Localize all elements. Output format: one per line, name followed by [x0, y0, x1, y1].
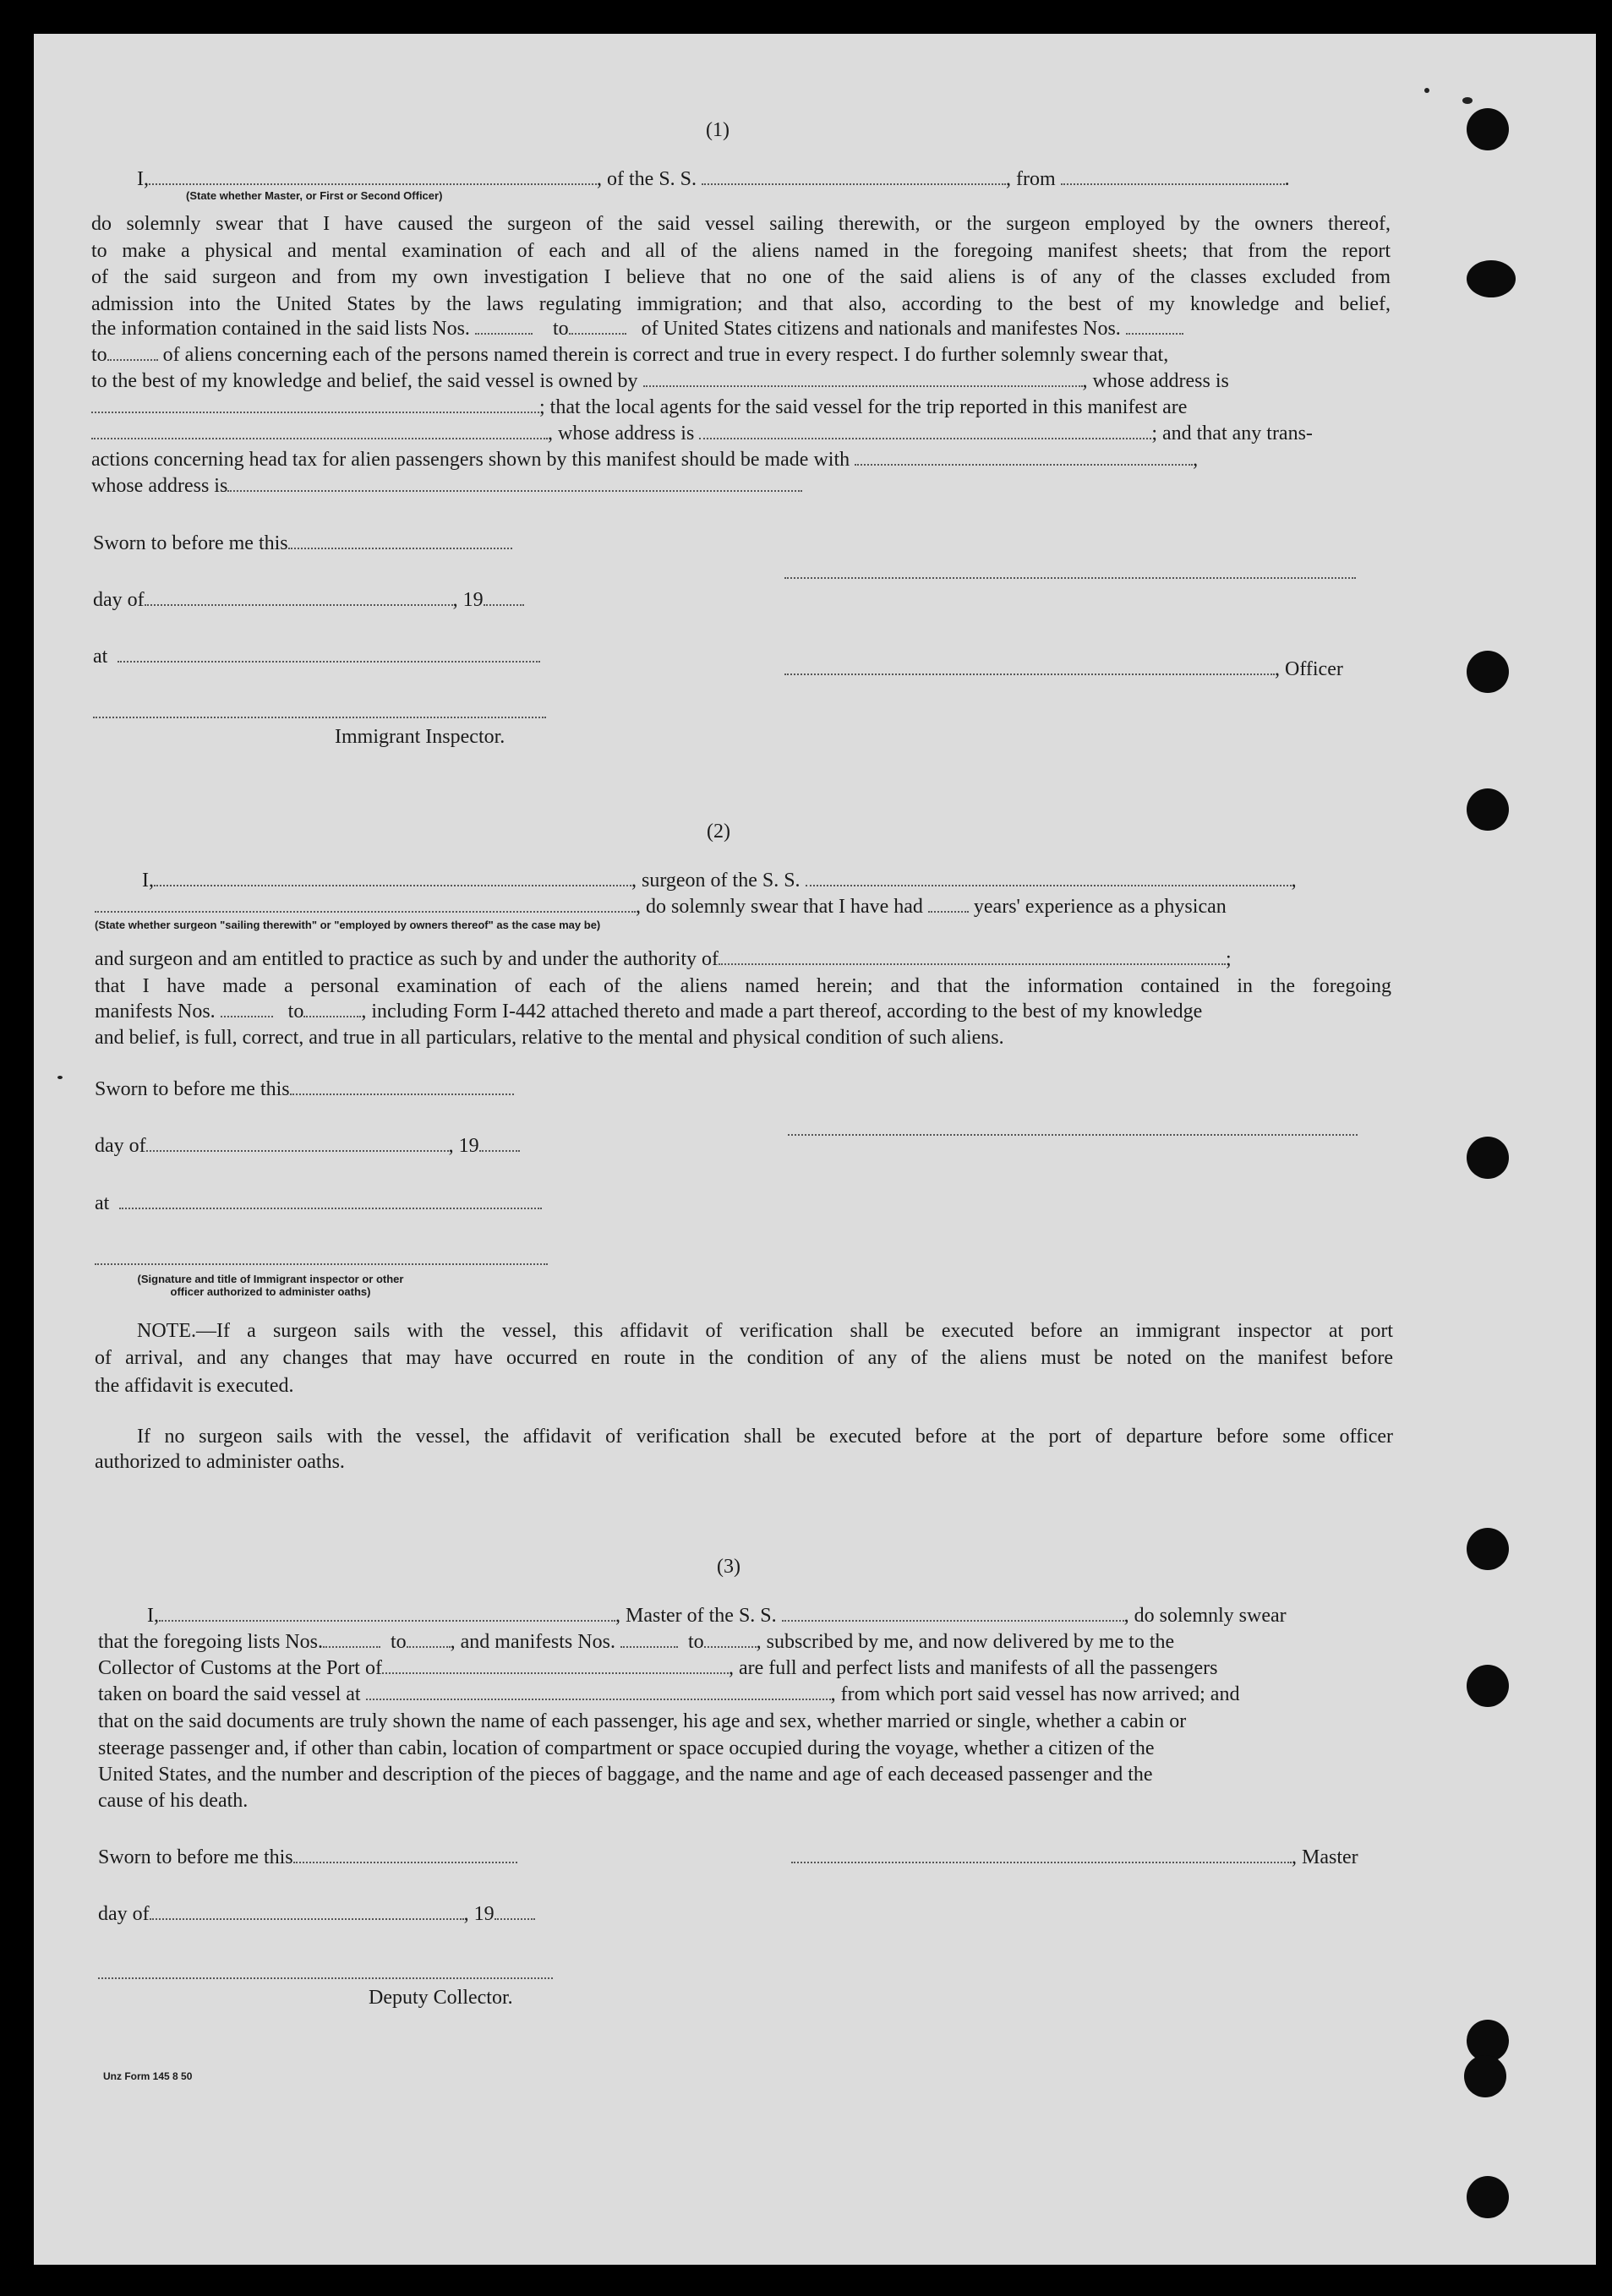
- s1-day-field[interactable]: [145, 589, 453, 606]
- note-line: NOTE.—If a surgeon sails with the vessel, this affidavit of verification shall be executed before an immigrant inspector at port: [137, 1320, 1393, 1342]
- s1-master-line: [137, 167, 1290, 192]
- s3-lists-label: that the foregoing lists Nos.: [98, 1631, 323, 1653]
- s1-owner-field[interactable]: [643, 370, 1083, 387]
- s2-surgeon-line: [142, 869, 1297, 893]
- s2-note-1: [95, 1318, 1393, 1372]
- s2-name-field[interactable]: [154, 870, 631, 886]
- s1-to-line: [91, 343, 1168, 368]
- s2-comma: ,: [1291, 870, 1297, 892]
- s1-officer-line: [784, 657, 1343, 682]
- s2-at: [95, 1192, 542, 1216]
- s1-agents-line: [91, 395, 1187, 420]
- s1-at-field[interactable]: [117, 646, 540, 663]
- s3-year-label: , 19: [463, 1903, 495, 1925]
- s1-last-address-line: [91, 474, 802, 499]
- s2-manifests-rest: , including Form I-442 attached thereto and made a part thereof, according to the best of my knowledge: [361, 1001, 1203, 1023]
- s2-surgeon-note: (State whether surgeon "sailing therewith" or "employed by owners thereof" as the case may be): [95, 919, 601, 931]
- s1-para: [91, 211, 1391, 318]
- s3-master-of: , Master of the S. S.: [615, 1605, 777, 1627]
- s3-to-label: to: [390, 1631, 407, 1653]
- section-1-number: (1): [706, 119, 729, 141]
- s1-officer-note: (State whether Master, or First or Second Officer): [186, 189, 443, 202]
- s1-nos-label: the information contained in the said lists Nos.: [91, 318, 470, 340]
- s2-at-field[interactable]: [119, 1192, 542, 1209]
- s3-port-field[interactable]: [382, 1657, 729, 1674]
- speck: [57, 1076, 63, 1079]
- s2-authority-line: [95, 947, 1232, 972]
- s3-sworn-label: Sworn to before me this: [98, 1846, 293, 1868]
- s3-manifests-to-field[interactable]: [704, 1631, 757, 1648]
- s2-note-2: [95, 1424, 1393, 1451]
- s1-to-label: to: [552, 318, 569, 340]
- s1-address-label: , whose address is: [1082, 370, 1229, 392]
- s1-year-label: , 19: [452, 589, 484, 611]
- s3-subscribed-label: , subscribed by me, and now delivered by me to the: [756, 1631, 1175, 1653]
- s2-examined: [95, 973, 1391, 1001]
- s1-sworn-date-field[interactable]: [288, 532, 512, 549]
- s1-headtax-label: actions concerning head tax for alien passengers shown by this manifest should be made with: [91, 449, 850, 471]
- s2-signature-note: [127, 1273, 414, 1298]
- s3-sworn-date-field[interactable]: [293, 1846, 517, 1863]
- form-page: [34, 34, 1596, 2265]
- s1-officer-field[interactable]: [784, 658, 1275, 675]
- s2-day-of: [95, 1134, 520, 1159]
- s3-deputy: Deputy Collector.: [369, 1987, 513, 2009]
- s3-lists-to-field[interactable]: [407, 1631, 451, 1648]
- s1-to-rest: of aliens concerning each of the persons named therein is correct and true in every respect. I do further solemnly swear that,: [162, 344, 1169, 366]
- s2-at-label: at: [95, 1192, 110, 1214]
- s2-belief-line: and belief, is full, correct, and true in all particulars, relative to the mental and physical condition of such aliens.: [95, 1027, 1004, 1049]
- s1-of-ss: , of the S. S.: [597, 168, 697, 190]
- form-number: Unz Form 145 8 50: [103, 2070, 193, 2082]
- s2-years-label: years' experience as a physican: [973, 896, 1227, 918]
- s3-day-field[interactable]: [150, 1903, 464, 1920]
- s1-at-label: at: [93, 646, 108, 668]
- s2-day-of-label: day of: [95, 1135, 146, 1157]
- s1-trans-label: ; and that any trans-: [1151, 423, 1313, 444]
- s1-ship-field[interactable]: [702, 168, 1006, 185]
- s2-note-1-end: the affidavit is executed.: [95, 1375, 294, 1397]
- speck: [1462, 97, 1473, 104]
- punch-hole: [1467, 108, 1509, 150]
- s2-manifests-from-field[interactable]: [221, 1001, 273, 1017]
- s3-taken-line: [98, 1682, 1239, 1707]
- s2-authority-label: and surgeon and am entitled to practice as such by and under the authority of: [95, 948, 719, 970]
- s2-manifests-line: [95, 1000, 1202, 1024]
- s1-manifests-to-field[interactable]: [107, 344, 158, 361]
- s2-year-field[interactable]: [479, 1135, 520, 1152]
- s3-manifests-from-field[interactable]: [620, 1631, 678, 1648]
- s3-manifests-label: , and manifests Nos.: [450, 1631, 615, 1653]
- s1-sworn-label: Sworn to before me this: [93, 532, 288, 554]
- s2-swear-line: [95, 895, 1227, 919]
- s1-year-field[interactable]: [484, 589, 524, 606]
- s1-last-address-field[interactable]: [227, 475, 802, 492]
- s1-headtax-line: [91, 448, 1198, 472]
- s1-agents-field[interactable]: [91, 423, 548, 439]
- punch-hole: [1467, 2176, 1509, 2218]
- s3-to-label-2: to: [687, 1631, 704, 1653]
- s2-manifests-to-field[interactable]: [303, 1001, 361, 1017]
- s3-para-line: steerage passenger and, if other than cabin, location of compartment or space occupied during the voyage, whether a citizen of the: [98, 1737, 1155, 1759]
- s2-to-label: to: [287, 1001, 304, 1023]
- s3-lists-line: [98, 1630, 1174, 1655]
- s3-day-of: [98, 1902, 535, 1927]
- s3-ship-field[interactable]: [782, 1605, 1124, 1622]
- s3-arrived-label: , from which port said vessel has now arrived; and: [830, 1683, 1240, 1705]
- s2-swear-label: , do solemnly swear that I have had: [636, 896, 923, 918]
- s1-name-field[interactable]: [149, 168, 597, 185]
- s2-sig-note-1: (Signature and title of Immigrant inspector or other: [137, 1273, 404, 1285]
- s2-signature-line[interactable]: [788, 1134, 1358, 1136]
- s3-year-field[interactable]: [495, 1903, 535, 1920]
- s1-nos-b-label: of United States citizens and nationals and manifestes Nos.: [641, 318, 1121, 340]
- punch-hole: [1467, 260, 1516, 297]
- s2-sworn: [95, 1077, 514, 1102]
- s3-name-field[interactable]: [159, 1605, 615, 1622]
- s1-inspector-line[interactable]: [93, 717, 546, 718]
- s3-master-sig-line: [791, 1846, 1358, 1870]
- punch-hole: [1467, 651, 1509, 693]
- s3-full-lists-label: , are full and perfect lists and manifests of all the passengers: [728, 1657, 1218, 1679]
- s1-officer-label: , Officer: [1275, 658, 1343, 680]
- punch-hole: [1467, 1528, 1509, 1570]
- s3-master-line: [147, 1604, 1287, 1628]
- s1-inspector: Immigrant Inspector.: [335, 726, 505, 748]
- note-line: If no surgeon sails with the vessel, the affidavit of verification shall be executed before at the port of departure before some officer: [137, 1426, 1393, 1448]
- s1-para-line: of the said surgeon and from my own investigation I believe that no one of the said aliens is of any of the classes excluded from: [91, 266, 1391, 288]
- s1-agents-address-field[interactable]: [699, 423, 1151, 439]
- s1-i: I,: [137, 168, 149, 190]
- section-3-number: (3): [717, 1556, 740, 1578]
- s1-owned-label: to the best of my knowledge and belief, the said vessel is owned by: [91, 370, 638, 392]
- s3-deputy-line[interactable]: [98, 1977, 553, 1979]
- s2-inspector-line[interactable]: [95, 1263, 548, 1265]
- speck: [1424, 88, 1429, 93]
- s1-lists-to-field[interactable]: [569, 318, 626, 335]
- s1-headtax-field[interactable]: [855, 449, 1193, 466]
- section-2-number: (2): [707, 821, 730, 843]
- s3-para: [98, 1709, 1396, 1789]
- s2-surgeon-of: , surgeon of the S. S.: [631, 870, 801, 892]
- note-line: of arrival, and any changes that may have occurred en route in the condition of any of the aliens must be noted on the manifest before: [95, 1346, 1393, 1369]
- s2-examined-line: that I have made a personal examination of each of the aliens named herein; and that the information contained in the foregoing: [95, 975, 1391, 997]
- s1-manifests-from-field[interactable]: [1126, 318, 1183, 335]
- punch-hole: [1467, 1137, 1509, 1179]
- s1-para-line: do solemnly swear that I have caused the surgeon of the said vessel sailing therewith, or the surgeon employed by the owners thereof,: [91, 213, 1391, 235]
- s3-day-of-label: day of: [98, 1903, 150, 1925]
- s1-owned-line: [91, 369, 1229, 394]
- s1-to-label-2: to: [91, 344, 107, 366]
- punch-hole: [1464, 2055, 1506, 2097]
- s1-agents-label: ; that the local agents for the said vessel for the trip reported in this manifest are: [539, 396, 1188, 418]
- s3-departure-field[interactable]: [366, 1683, 831, 1700]
- s2-years-field[interactable]: [928, 896, 969, 913]
- s2-ship-field[interactable]: [806, 870, 1292, 886]
- s2-year-label: , 19: [448, 1135, 479, 1157]
- s3-taken-label: taken on board the said vessel at: [98, 1683, 361, 1705]
- s2-sig-note-2: officer authorized to administer oaths): [170, 1285, 371, 1298]
- s3-para-end: cause of his death.: [98, 1790, 249, 1812]
- s1-agents-address-line: [91, 422, 1313, 446]
- s3-collector-line: [98, 1656, 1217, 1681]
- s1-from-field[interactable]: [1061, 168, 1285, 185]
- s1-day-of: [93, 588, 524, 613]
- punch-hole: [1467, 1665, 1509, 1707]
- s1-at: [93, 645, 540, 669]
- s2-i: I,: [142, 870, 154, 892]
- s1-from: , from: [1006, 168, 1056, 190]
- s1-lists-from-field[interactable]: [475, 318, 533, 335]
- s1-comma: ,: [1193, 449, 1199, 471]
- s1-last-address-label: whose address is: [91, 475, 228, 497]
- s1-signature-line[interactable]: [784, 577, 1356, 579]
- s1-day-of-label: day of: [93, 589, 145, 611]
- s1-address-label-2: , whose address is: [548, 423, 695, 444]
- s2-day-field[interactable]: [146, 1135, 449, 1152]
- s1-para-line: to make a physical and mental examination of each and all of the aliens named in the foregoing manifest sheets; that from the report: [91, 239, 1391, 262]
- s3-collector-label: Collector of Customs at the Port of: [98, 1657, 382, 1679]
- s1-sworn: [93, 532, 512, 556]
- s3-para-line: United States, and the number and description of the pieces of baggage, and the name and age of each deceased passenger and the: [98, 1764, 1153, 1786]
- s1-owner-address-field[interactable]: [91, 396, 539, 413]
- s2-manifests-label: manifests Nos.: [95, 1001, 216, 1023]
- s3-master-label: , Master: [1292, 1846, 1358, 1868]
- s3-lists-from-field[interactable]: [323, 1631, 380, 1648]
- s3-master-signature-field[interactable]: [791, 1846, 1292, 1863]
- s2-semicolon: ;: [1226, 948, 1232, 970]
- s3-i: I,: [147, 1605, 159, 1627]
- s2-status-field[interactable]: [95, 896, 636, 913]
- s2-note-2-end: authorized to administer oaths.: [95, 1451, 345, 1473]
- s2-sworn-label: Sworn to before me this: [95, 1078, 290, 1100]
- s3-swear-label: , do solemnly swear: [1123, 1605, 1287, 1627]
- s1-nos-line: [91, 317, 1183, 341]
- s1-para-line: admission into the United States by the laws regulating immigration; and that also, according to the best of my knowledge and belief,: [91, 292, 1391, 315]
- s3-sworn: [98, 1846, 517, 1870]
- punch-hole: [1467, 788, 1509, 831]
- s2-authority-field[interactable]: [719, 948, 1226, 965]
- s3-para-line: that on the said documents are truly shown the name of each passenger, his age and sex, whether married or single, whether a cabin or: [98, 1710, 1187, 1732]
- s2-sworn-date-field[interactable]: [290, 1078, 514, 1095]
- s1-period: .: [1284, 168, 1290, 190]
